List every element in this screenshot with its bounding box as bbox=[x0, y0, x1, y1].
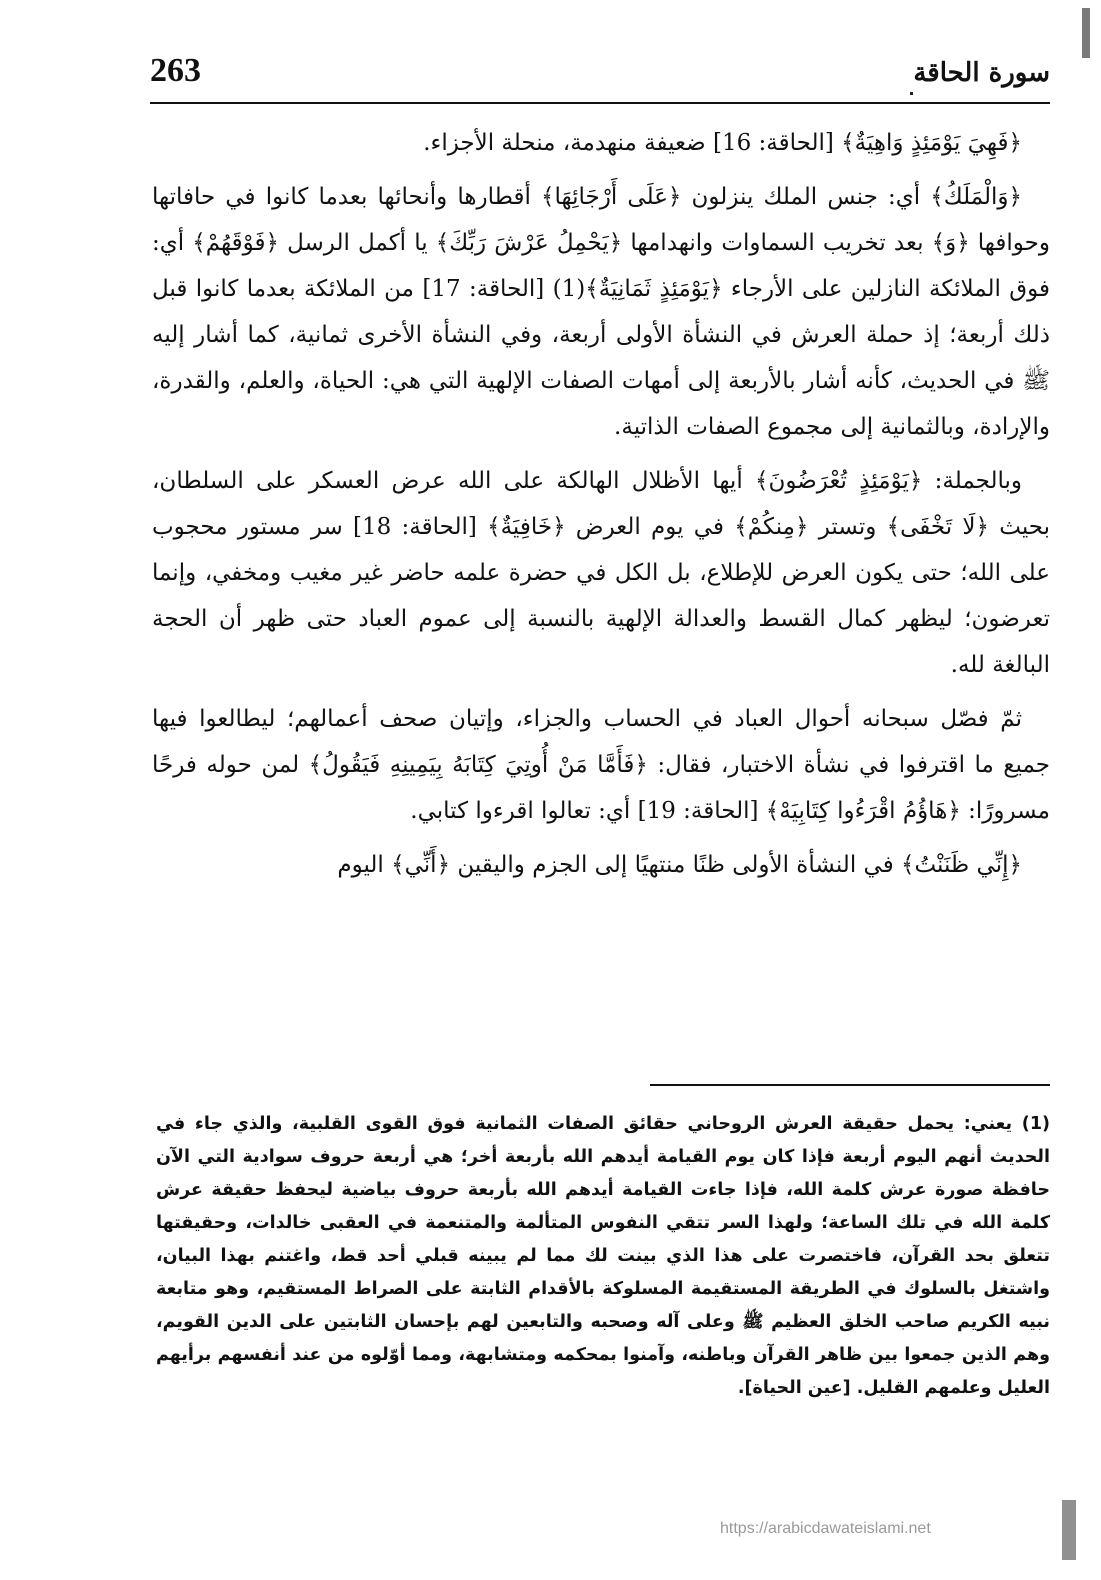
watermark-url: https://arabicdawateislami.net bbox=[720, 1520, 931, 1537]
surah-title: سورة الحاقة bbox=[913, 58, 1050, 88]
scan-speck bbox=[1082, 8, 1090, 58]
paragraph: ﴿فَهِيَ يَوْمَئِذٍ وَاهِيَةٌ﴾ [الحاقة: 16] ضعيفة منهدمة، منحلة الأجزاء. bbox=[423, 130, 1022, 156]
paragraph: وبالجملة: ﴿يَوْمَئِذٍ تُعْرَضُونَ﴾ أيها الأظلال الهالكة على الله عرض العسكر على السلطان، بحيث ﴿لَا تَخْفَى﴾ وتستر ﴿مِنكُمْ﴾ في يوم العرض ﴿خَافِيَةٌ﴾ [الحاقة: 18] سر مستور محجوب على الله؛ حتى يكون العرض للإطلاع، بل الكل في حضرة علمه حاضر غير مغيب ومخفي، وإنما تعرضون؛ ليظهر كمال القسط والعدالة الإلهية بالنسبة إلى عموم العباد حتى ظهر أن الحجة البالغة لله. bbox=[152, 468, 1051, 678]
scan-speck bbox=[1062, 1500, 1076, 1560]
footnote-divider bbox=[650, 1084, 1050, 1086]
paragraph: ﴿إِنِّي ظَنَنْتُ﴾ في النشأة الأولى ظنًا منتهيًا إلى الجزم واليقين ﴿أَنِّي﴾ اليوم bbox=[337, 852, 1022, 878]
main-text bbox=[152, 120, 1050, 896]
paragraph: ﴿وَالْمَلَكُ﴾ أي: جنس الملك ينزلون ﴿عَلَى أَرْجَائِهَا﴾ أقطارها وأنحائها بعدما كانوا في حافاتها وحوافها ﴿وَ﴾ بعد تخريب السماوات وانهدامها ﴿يَحْمِلُ عَرْشَ رَبِّكَ﴾ يا أكمل الرسل ﴿فَوْقَهُمْ﴾ أي: فوق الملائكة النازلين على الأرجاء ﴿يَوْمَئِذٍ ثَمَانِيَةٌ﴾(1) [الحاقة: 17] من الملائكة بعدما كانوا قبل ذلك أربعة؛ إذ حملة العرش في النشأة الأولى أربعة، وفي النشأة الأخرى ثمانية، كما أشار إليه ﷺ في الحديث، كأنه أشار بالأربعة إلى أمهات الصفات الإلهية التي هي: الحياة، والعلم، والقدرة، والإرادة، وبالثمانية إلى مجموع الصفات الذاتية. bbox=[152, 184, 1051, 440]
header-divider bbox=[150, 102, 1050, 104]
paragraph: ثمّ فصّل سبحانه أحوال العباد في الحساب والجزاء، وإتيان صحف أعمالهم؛ ليطالعوا فيها جميع ما اقترفوا في نشأة الاختبار، فقال: ﴿فَأَمَّا مَنْ أُوتِيَ كِتَابَهُ بِيَمِينِهِ فَيَقُولُ﴾ لمن حوله فرحًا مسرورًا: ﴿هَاؤُمُ اقْرَءُوا كِتَابِيَهْ﴾ [الحاقة: 19] أي: تعالوا اقرءوا كتابي. bbox=[152, 706, 1050, 824]
footnote: (1) يعني: يحمل حقيقة العرش الروحاني حقائق الصفات الثمانية فوق القوى القلبية، والذي جاء في الحديث أنهم اليوم أربعة فإذا كان يوم القيامة أيدهم الله بأربعة أخر؛ هي أربعة حروف سوادية التي الآن حافظة صورة عرش كلمة الله، فإذا جاءت القيامة أيدهم الله بأربعة حروف بياضية ليحفظ حقيقة عرش كلمة الله في تلك الساعة؛ ولهذا السر تتقي النفوس المتألمة والمتنعمة في العقبى خالدات، وحقيقتها تتعلق بحد القرآن، فاختصرت على هذا الذي بينت لك مما لم يبينه قبلي أحد قط، واغتنم بهذا البيان، واشتغل بالسلوك في الطريقة المستقيمة المسلوكة بالأقدام الثابتة على الصراط المستقيم، وهو متابعة نبيه الكريم صاحب الخلق العظيم ﷺ وعلى آله وصحبه والتابعين لهم بإحسان الثابتين على الدين القويم، وهم الذين جمعوا بين ظاهر القرآن وباطنه، وآمنوا بمحكمه ومتشابهة، ومما أوّلوه من عند أنفسهم برأيهم العليل وعلمهم القليل. [عين الحياة]. bbox=[156, 1114, 1050, 1398]
page-header bbox=[150, 52, 1050, 100]
scan-speck bbox=[910, 92, 913, 95]
page-number: 263 bbox=[150, 52, 201, 89]
